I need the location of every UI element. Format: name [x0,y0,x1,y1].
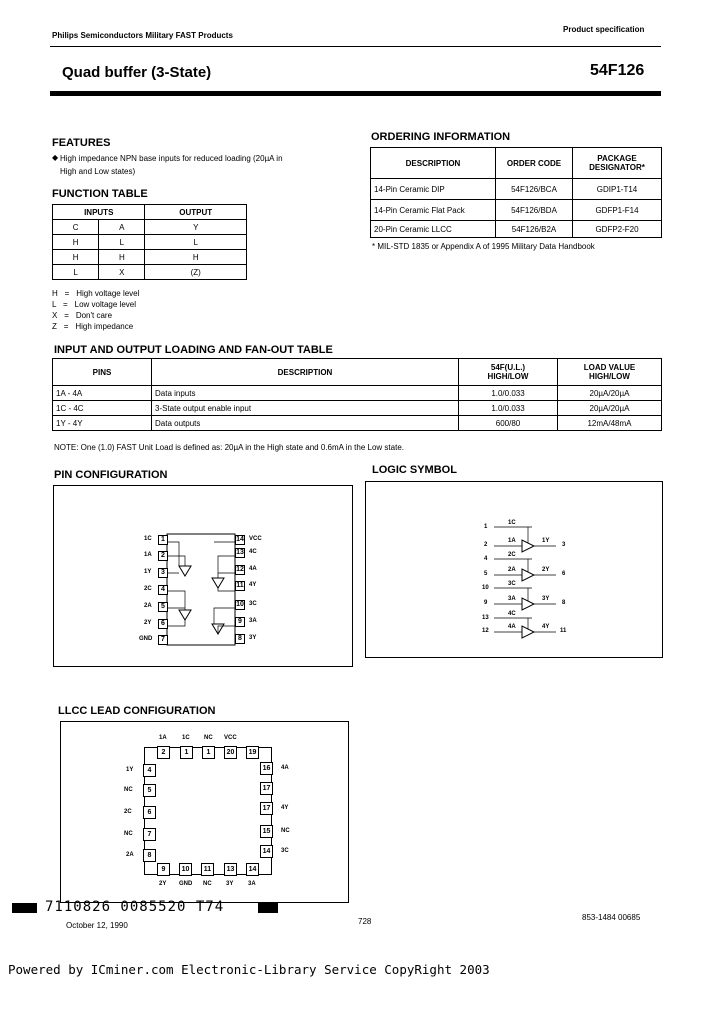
ord-col-pkg [573,148,662,179]
llcc-pin-label: 3Y [226,881,234,887]
ld-cell: 3-State output enable input [152,401,459,416]
legend-item [52,299,139,310]
pin-label: 1Y [144,569,152,575]
dip-wiring [167,542,235,634]
llcc-pin-label: NC [281,828,290,834]
pin-label: GND [139,636,153,642]
dip-body [167,534,235,645]
ld-cell: 1A - 4A [53,386,152,401]
loading-note: NOTE: One (1.0) FAST Unit Load is defined as: 20µA in the High state and 0.6mA in the Low state. [54,443,404,452]
buffer-1-icon [179,566,191,576]
barcode-mark-left [12,903,37,913]
llcc-pin-label: 4A [281,765,289,771]
pin-number: 4 [158,585,168,595]
ft-cell: H [99,250,145,265]
legend-eq: = [64,311,69,320]
table-row [53,235,247,250]
pin-number: 5 [158,602,168,612]
ld-col-ul-line2: HIGH/LOW [487,372,529,381]
ld-cell: 1Y - 4Y [53,416,152,431]
pin-label: 4C [249,549,257,555]
pin-label: 1A [144,552,152,558]
llcc-pin-number: 2 [157,746,170,759]
llcc-pin-label: NC [124,831,133,837]
ft-col-y: Y [145,220,247,235]
pin-number: 8 [235,634,245,644]
pin-label: 2A [144,603,152,609]
legend-item [52,288,139,299]
llcc-pin-label: 1Y [126,767,134,773]
ft-cell: L [145,235,247,250]
pin-label: 3Y [249,635,257,641]
llcc-pin-label: 4Y [281,805,289,811]
table-row [53,386,662,401]
llcc-pin-number: 10 [179,863,192,876]
ft-legend [52,288,139,332]
llcc-pin-label: NC [203,881,212,887]
llcc-pin-number: 4 [143,764,156,777]
ls-pin-label: 2Y [542,567,550,573]
llcc-pin-label: 3C [281,848,289,854]
header-company: Philips Semiconductors Military FAST Products [52,31,233,40]
feature-item-line2: High and Low states) [60,167,136,176]
legend-sym: X [52,311,58,320]
ft-inputs-header: INPUTS [53,205,145,220]
llcc-pin-label: 1C [182,735,190,741]
header-rule-top [50,46,661,47]
table-row [371,200,662,221]
ft-cell: L [53,265,99,280]
pin-config-frame [53,485,353,667]
legend-desc: High impedance [75,322,134,331]
ord-cell: 54F126/BCA [496,179,573,200]
ls-pin-num: 4 [484,556,488,562]
ord-cell: GDIP1-T14 [573,179,662,200]
pin-number: 2 [158,551,168,561]
ld-col-load-line2: HIGH/LOW [589,372,630,381]
ld-cell: 1.0/0.033 [459,386,558,401]
header-rule-thick [50,91,661,96]
pin-number: 1 [158,535,168,545]
llcc-pin-number: 7 [143,828,156,841]
ft-cell: L [99,235,145,250]
legend-eq: = [63,300,68,309]
pin-number: 10 [236,601,244,608]
ordering-note: * MIL-STD 1835 or Appendix A of 1995 Military Data Handbook [372,242,595,251]
pin-label: 3C [249,601,257,607]
ft-col-c: C [53,220,99,235]
llcc-pin-label: GND [179,881,193,887]
ld-col-pins: PINS [53,359,152,386]
table-row [53,265,247,280]
ord-col-order: ORDER CODE [496,148,573,179]
footer-date: October 12, 1990 [66,921,128,930]
ls-pin-num: 3 [562,542,566,548]
llcc-pin-number: 16 [260,762,273,775]
powered-by: Powered by ICminer.com Electronic-Library Service CopyRight 2003 [8,962,490,977]
features-heading: FEATURES [52,137,111,149]
ld-col-desc: DESCRIPTION [152,359,459,386]
legend-desc: Don't care [75,311,113,320]
ld-cell: 12mA/48mA [558,416,662,431]
pin-number: 13 [236,549,244,556]
pin-label: 1C [144,536,152,542]
part-number: 54F126 [590,62,645,79]
ft-cell: H [53,250,99,265]
legend-sym: Z [52,322,57,331]
pin-config-heading: PIN CONFIGURATION [54,469,168,481]
ord-cell: 54F126/B2A [496,221,573,238]
ls-pin-label: 3Y [542,596,550,602]
ls-pin-label: 1C [508,520,516,526]
llcc-pin-number: 5 [143,784,156,797]
ord-cell: 54F126/BDA [496,200,573,221]
llcc-pin-number: 1 [180,746,193,759]
pin-config-diagram [54,486,352,666]
llcc-pin-number: 9 [157,863,170,876]
ls-pin-label: 2A [508,567,516,573]
llcc-pin-label: NC [204,735,213,741]
llcc-pin-number: 14 [260,845,273,858]
legend-item [52,321,139,332]
function-table-heading: FUNCTION TABLE [52,188,148,200]
ft-cell: H [53,235,99,250]
ord-cell: 14-Pin Ceramic Flat Pack [371,200,496,221]
ld-col-load [558,359,662,386]
ld-cell: 600/80 [459,416,558,431]
logic-symbol-frame [365,481,663,658]
llcc-pin-number: 11 [201,863,214,876]
footer-doc-num: 853-1484 00685 [582,913,641,922]
header-doc-type: Product specification [563,25,645,34]
legend-desc: High voltage level [76,289,140,298]
llcc-pin-number: 6 [143,806,156,819]
ld-col-ul-line1: 54F(U.L.) [490,363,526,372]
footer-page: 728 [358,917,372,926]
llcc-pin-label: 3A [248,881,256,887]
ft-cell: (Z) [145,265,247,280]
ls-pin-num: 12 [482,628,489,634]
logic-symbol-heading: LOGIC SYMBOL [372,464,457,476]
ordering-table [370,147,662,238]
ls-pin-label: 1A [508,538,516,544]
pin-number: 11 [236,582,244,589]
ord-cell: 14-Pin Ceramic DIP [371,179,496,200]
llcc-pin-number: 20 [224,746,237,759]
loading-heading: INPUT AND OUTPUT LOADING AND FAN-OUT TABLE [54,344,333,356]
table-row [53,250,247,265]
llcc-pin-label: 1A [159,735,167,741]
ls-pin-num: 1 [484,524,488,530]
ls-pin-num: 8 [562,600,566,606]
pin-label: 2Y [144,620,152,626]
llcc-pin-number: 19 [246,746,259,759]
ld-col-load-line1: LOAD VALUE [583,363,636,372]
table-row [53,401,662,416]
llcc-heading: LLCC LEAD CONFIGURATION [58,705,216,717]
ft-output-header: OUTPUT [145,205,247,220]
ls-pin-num: 13 [482,615,489,621]
pin-number: 7 [158,635,168,645]
llcc-pin-number: 14 [246,863,259,876]
legend-item [52,310,139,321]
pin-number: 12 [236,566,244,573]
barcode-text: 7110826 0085520 T74 [45,899,225,915]
llcc-pin-label: VCC [224,735,237,741]
barcode-mark-right [258,903,278,913]
pin-number: 9 [235,617,245,627]
pin-label: VCC [249,536,262,542]
pin-number: 6 [158,619,168,629]
ord-col-pkg-line2: DESIGNATOR* [589,163,645,172]
ls-pin-num: 6 [562,571,566,577]
llcc-pin-label: NC [124,787,133,793]
ls-pin-label: 3A [508,596,516,602]
pin-label: 4Y [249,582,257,588]
ft-col-a: A [99,220,145,235]
loading-table [52,358,662,431]
pin-label: 4A [249,566,257,572]
llcc-pin-number: 15 [260,825,273,838]
llcc-pin-number: 17 [260,782,273,795]
ordering-heading: ORDERING INFORMATION [371,131,511,143]
pin-number: 14 [236,536,244,543]
llcc-pin-number: 13 [224,863,237,876]
ld-cell: Data inputs [152,386,459,401]
ord-cell: GDFP1-F14 [573,200,662,221]
ord-cell: GDFP2-F20 [573,221,662,238]
feature-bullet: ◆ [52,153,59,162]
legend-eq: = [64,289,70,298]
table-row [371,221,662,238]
table-row [53,416,662,431]
ld-col-ul [459,359,558,386]
ls-pin-label: 2C [508,552,516,558]
legend-sym: H [52,289,58,298]
ld-cell: 1C - 4C [53,401,152,416]
legend-eq: = [63,322,69,331]
ord-col-desc: DESCRIPTION [371,148,496,179]
ls-pin-label: 3C [508,581,516,587]
ord-cell: 20-Pin Ceramic LLCC [371,221,496,238]
llcc-frame [60,721,349,903]
ls-pin-num: 10 [482,585,489,591]
pin-label: 2C [144,586,152,592]
ls-pin-label: 4A [508,624,516,630]
legend-desc: Low voltage level [74,300,136,309]
ld-cell: 1.0/0.033 [459,401,558,416]
ls-pin-num: 2 [484,542,488,548]
feature-item-line1: High impedance NPN base inputs for reduced loading (20µA in [60,154,283,163]
ft-cell: H [145,250,247,265]
ld-cell: 20µA/20µA [558,401,662,416]
ld-cell: Data outputs [152,416,459,431]
ld-cell: 20µA/20µA [558,386,662,401]
ls-pin-label: 1Y [542,538,550,544]
ft-cell: X [99,265,145,280]
legend-sym: L [52,300,57,309]
llcc-pin-number: 17 [260,802,273,815]
llcc-pin-label: 2Y [159,881,167,887]
pin-number: 3 [158,568,168,578]
llcc-pin-label: 2A [126,852,134,858]
buffer-4-icon [212,578,224,588]
ord-col-pkg-line1: PACKAGE [597,154,637,163]
function-table [52,204,247,280]
ls-pin-num: 11 [560,628,567,634]
pin-label: 3A [249,618,257,624]
ls-pin-num: 5 [484,571,488,577]
ls-pin-label: 4Y [542,624,550,630]
ls-pin-label: 4C [508,611,516,617]
llcc-pin-number: 8 [143,849,156,862]
table-row [371,179,662,200]
llcc-body [144,747,272,875]
page-title: Quad buffer (3-State) [62,64,212,81]
buffer-2-icon [179,610,191,620]
ls-pin-num: 9 [484,600,488,606]
llcc-pin-label: 2C [124,809,132,815]
llcc-pin-number: 1 [202,746,215,759]
